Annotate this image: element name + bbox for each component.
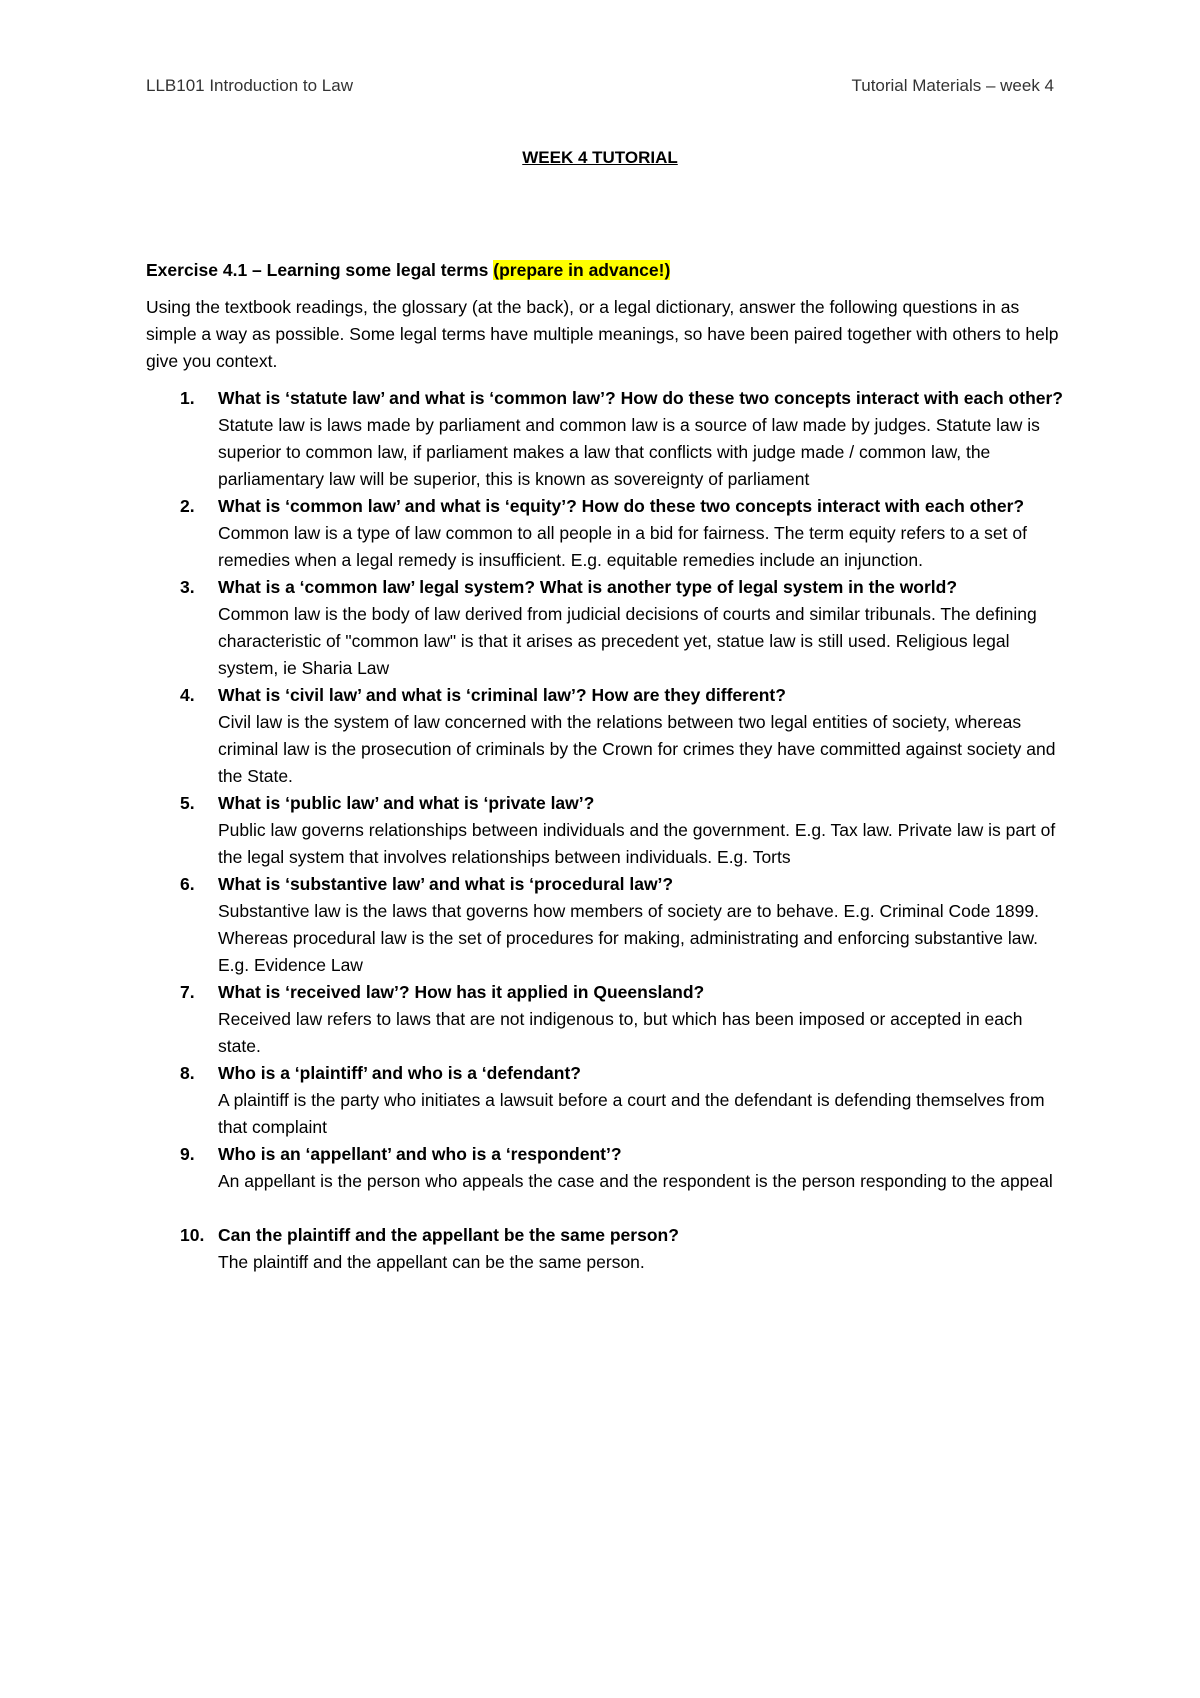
page-header [146, 76, 1054, 102]
question-text: What is a ‘common law’ legal system? What is another type of legal system in the world? [218, 577, 958, 597]
list-item [146, 1060, 1064, 1141]
answer-text: Statute law is laws made by parliament and common law is a source of law made by judges. Statute law is superior to common law, if parliament makes a law that conflicts with judge made / common law, the parliamentary law will be superior, this is known as sovereignty of parliament [218, 415, 1040, 489]
answer-text: The plaintiff and the appellant can be the same person. [218, 1252, 645, 1272]
answer-text: Common law is the body of law derived from judicial decisions of courts and similar tribunals. The defining characteristic of "common law" is that it arises as precedent yet, statue law is still used. Religious legal system, ie Sharia Law [218, 604, 1037, 678]
question-number: 8. [180, 1063, 195, 1083]
question-text: Who is an ‘appellant’ and who is a ‘respondent’? [218, 1144, 622, 1164]
answer-text: Substantive law is the laws that governs how members of society are to behave. E.g. Criminal Code 1899. Whereas procedural law is the set of procedures for making, administrating and enforcing substantive law. E.g. Evidence Law [218, 901, 1039, 975]
list-item [146, 1141, 1064, 1195]
list-item [146, 790, 1064, 871]
list-item [146, 871, 1064, 979]
question-text: What is ‘substantive law’ and what is ‘procedural law’? [218, 874, 674, 894]
list-item [146, 493, 1064, 574]
materials-label: Tutorial Materials – week 4 [851, 76, 1054, 95]
question-text: What is ‘common law’ and what is ‘equity’? How do these two concepts interact with each other? [218, 496, 1025, 516]
answer-text: An appellant is the person who appeals the case and the respondent is the person responding to the appeal [218, 1171, 1053, 1191]
question-text: What is ‘public law’ and what is ‘private law’? [218, 793, 595, 813]
question-number: 1. [180, 388, 195, 408]
question-number: 10. [180, 1225, 205, 1245]
exercise-heading [146, 257, 1064, 284]
question-number: 9. [180, 1144, 195, 1164]
question-number: 4. [180, 685, 195, 705]
answer-text: Received law refers to laws that are not indigenous to, but which has been imposed or accepted in each state. [218, 1009, 1023, 1056]
answer-text: Civil law is the system of law concerned with the relations between two legal entities of society, whereas criminal law is the prosecution of criminals by the Crown for crimes they have committed against society and the State. [218, 712, 1056, 786]
page-title: WEEK 4 TUTORIAL [522, 148, 678, 167]
document-body [146, 257, 1064, 1276]
question-number: 2. [180, 496, 195, 516]
answer-text: A plaintiff is the party who initiates a lawsuit before a court and the defendant is defending themselves from that complaint [218, 1090, 1045, 1137]
list-item [146, 682, 1064, 790]
exercise-intro: Using the textbook readings, the glossary (at the back), or a legal dictionary, answer the following questions in as simple a way as possible. Some legal terms have multiple meanings, so have been paired together with others to help give you context. [146, 297, 1059, 371]
list-item [146, 574, 1064, 682]
exercise-highlight: (prepare in advance!) [493, 260, 671, 280]
question-text: What is ‘statute law’ and what is ‘common law’? How do these two concepts interact with each other? [218, 388, 1063, 408]
question-text: Who is a ‘plaintiff’ and who is a ‘defendant? [218, 1063, 581, 1083]
list-item [146, 979, 1064, 1060]
course-title: LLB101 Introduction to Law [146, 76, 353, 95]
answer-text: Public law governs relationships between individuals and the government. E.g. Tax law. Private law is part of the legal system that involves relationships between individuals. E.g. Torts [218, 820, 1056, 867]
question-text: What is ‘received law’? How has it applied in Queensland? [218, 982, 705, 1002]
question-number: 7. [180, 982, 195, 1002]
question-number: 3. [180, 577, 195, 597]
list-item [146, 385, 1064, 493]
question-list [146, 385, 1064, 1276]
exercise-heading-text: Exercise 4.1 – Learning some legal terms [146, 260, 494, 280]
question-number: 6. [180, 874, 195, 894]
answer-text: Common law is a type of law common to all people in a bid for fairness. The term equity refers to a set of remedies when a legal remedy is insufficient. E.g. equitable remedies include an injunction. [218, 523, 1027, 570]
question-text: What is ‘civil law’ and what is ‘criminal law’? How are they different? [218, 685, 786, 705]
question-number: 5. [180, 793, 195, 813]
list-item [146, 1222, 1064, 1276]
question-text: Can the plaintiff and the appellant be the same person? [218, 1225, 679, 1245]
